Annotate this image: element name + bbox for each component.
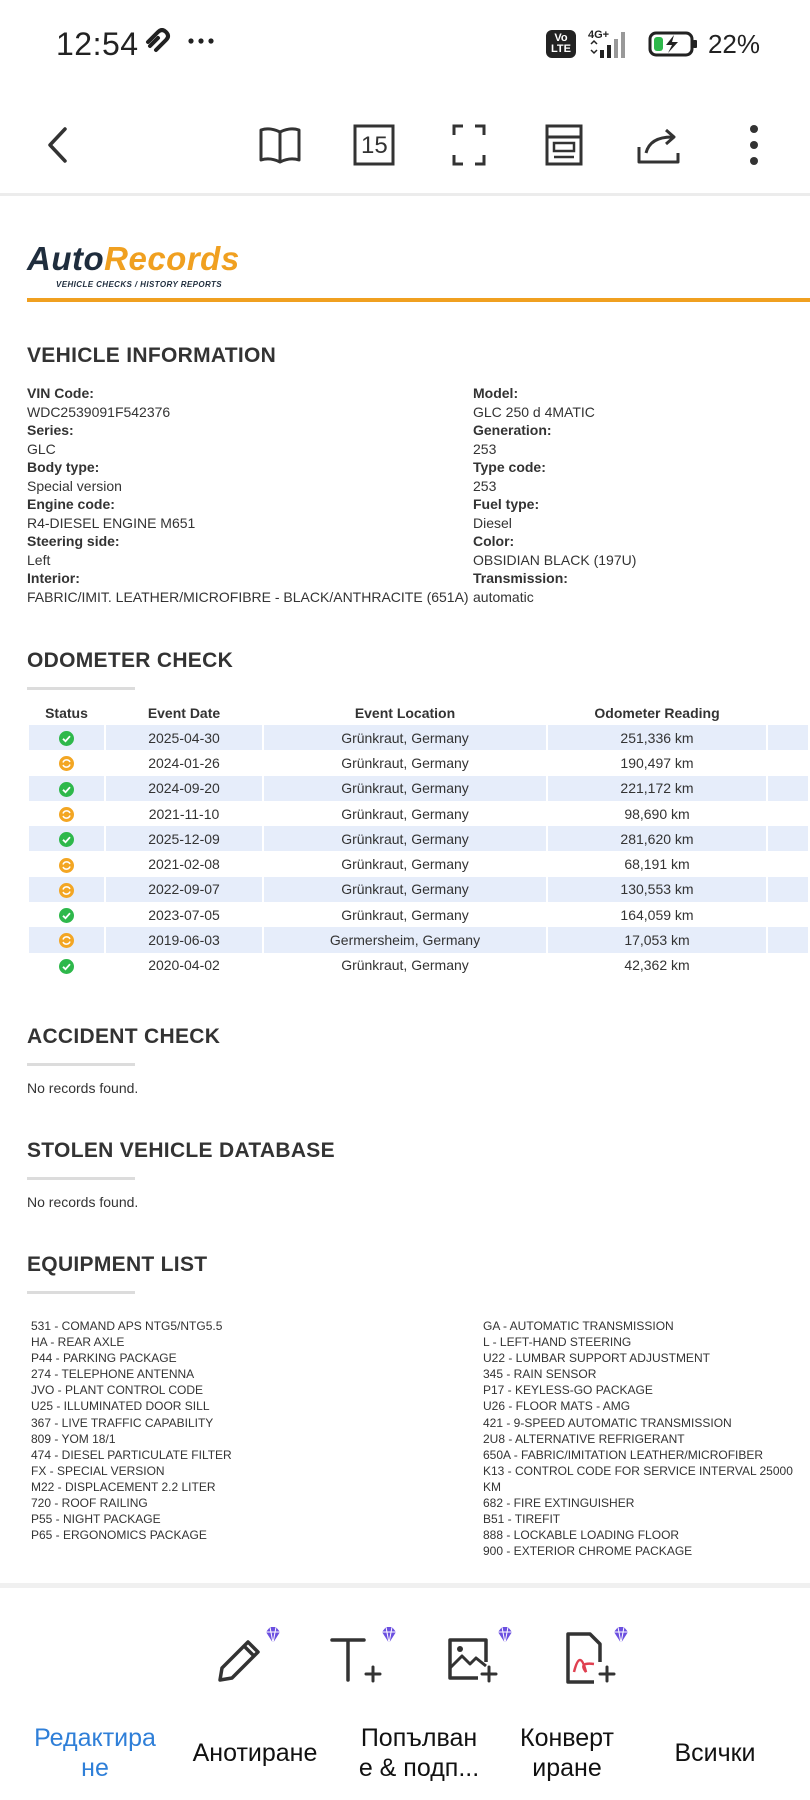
equipment-item: U26 - FLOOR MATS - AMG <box>483 1399 631 1414</box>
engine-code-label: Engine code: <box>27 496 115 512</box>
event-location-cell: Grünkraut, Germany <box>264 877 546 902</box>
status-cell <box>29 776 104 801</box>
event-location-cell: Grünkraut, Germany <box>341 805 469 822</box>
reading-mode-button[interactable] <box>255 120 305 170</box>
status-cell <box>29 851 104 876</box>
event-location-cell: Grünkraut, Germany <box>341 957 469 974</box>
notification-icons <box>144 28 214 54</box>
status-cell <box>29 750 104 775</box>
extra-cell <box>768 927 808 952</box>
check-circle-icon <box>59 832 74 847</box>
odometer-rows <box>29 725 808 978</box>
steering-side-label: Steering side: <box>27 533 120 549</box>
tab-all[interactable]: Всички <box>674 1739 756 1767</box>
premium-gem-icon <box>262 1624 284 1646</box>
stolen-result: No records found. <box>27 1194 139 1210</box>
model-value: GLC 250 d 4MATIC <box>473 403 595 420</box>
event-location-cell: Grünkraut, Germany <box>341 856 469 873</box>
event-date-cell: 2021-11-10 <box>148 805 220 822</box>
tab-convert-line2: иране <box>532 1754 602 1782</box>
premium-gem-icon <box>378 1624 400 1646</box>
event-location-cell: Germersheim, Germany <box>264 927 546 952</box>
status-cell <box>29 927 104 952</box>
image-tool-button[interactable] <box>444 1628 508 1688</box>
odometer-reading-cell: 130,553 km <box>548 877 766 902</box>
equipment-item: 720 - ROOF RAILING <box>31 1496 148 1511</box>
status-cell <box>29 725 104 750</box>
event-date-cell: 2024-01-26 <box>148 754 220 771</box>
extra-cell <box>768 953 808 978</box>
table-row <box>29 750 808 775</box>
color-label: Color: <box>473 533 515 549</box>
fullscreen-icon <box>451 123 487 167</box>
odometer-reading-cell: 281,620 km <box>548 826 766 851</box>
refresh-circle-icon <box>59 858 74 873</box>
event-date-cell: 2023-07-05 <box>148 906 220 923</box>
equipment-item: 474 - DIESEL PARTICULATE FILTER <box>31 1447 232 1462</box>
equipment-underline <box>27 1291 135 1294</box>
vehicle-info-right <box>473 384 636 606</box>
extra-cell <box>768 776 808 801</box>
vin-value: WDC2539091F542376 <box>27 403 171 420</box>
vehicle-info-left <box>27 384 469 606</box>
back-arrow-icon <box>45 126 69 164</box>
generation-label: Generation: <box>473 422 552 438</box>
tab-convert-line1: Конверт <box>520 1724 614 1752</box>
vin-label: VIN Code: <box>27 385 94 401</box>
table-row <box>29 927 808 952</box>
tab-convert[interactable] <box>492 1723 642 1783</box>
equipment-item: U25 - ILLUMINATED DOOR SILL <box>31 1399 210 1414</box>
layout-button[interactable] <box>539 120 589 170</box>
page-number-button[interactable] <box>349 120 399 170</box>
equipment-item: L - LEFT-HAND STEERING <box>483 1335 632 1350</box>
odometer-reading-cell: 42,362 km <box>624 957 690 974</box>
equipment-item: K13 - CONTROL CODE FOR SERVICE INTERVAL 25000 KM <box>483 1463 793 1494</box>
series-label: Series: <box>27 422 74 438</box>
reader-toolbar <box>0 90 810 196</box>
system-indicators <box>546 28 760 60</box>
more-vertical-icon <box>749 124 759 166</box>
equipment-list-right <box>483 1318 810 1559</box>
equipment-item: 367 - LIVE TRAFFIC CAPABILITY <box>31 1415 214 1430</box>
equipment-item: 274 - TELEPHONE ANTENNA <box>31 1367 195 1382</box>
signal-icon <box>586 28 638 60</box>
odometer-header-row <box>29 701 808 725</box>
body-type-value: Special version <box>27 477 122 494</box>
back-button[interactable] <box>32 120 82 170</box>
bottom-tools-bar <box>0 1588 810 1800</box>
interior-label: Interior: <box>27 570 80 586</box>
extra-cell <box>768 750 808 775</box>
svg-text:4G+: 4G+ <box>587 29 610 41</box>
logo-tagline: VEHICLE CHECKS / HISTORY REPORTS <box>56 280 223 289</box>
battery-percent: 22% <box>707 28 760 59</box>
edit-tool-button[interactable] <box>212 1628 276 1688</box>
tab-edit-line2: не <box>81 1754 109 1782</box>
tab-edit-line1: Редактира <box>34 1724 156 1752</box>
tab-fill-sign-line1: Попълван <box>360 1724 478 1752</box>
equipment-item: 650A - FABRIC/IMITATION LEATHER/MICROFIBER <box>483 1447 764 1462</box>
transmission-value: automatic <box>473 588 534 605</box>
equipment-item: P65 - ERGONOMICS PACKAGE <box>31 1528 207 1543</box>
type-code-label: Type code: <box>473 459 546 475</box>
equipment-item: JVO - PLANT CONTROL CODE <box>31 1383 204 1398</box>
accident-title: ACCIDENT CHECK <box>27 1025 221 1048</box>
extra-cell <box>768 902 808 927</box>
stolen-title: STOLEN VEHICLE DATABASE <box>27 1139 335 1162</box>
status-cell <box>29 877 104 902</box>
event-location-cell: Grünkraut, Germany <box>264 776 546 801</box>
event-date-cell: 2022-09-07 <box>106 877 262 902</box>
status-bar <box>0 0 810 90</box>
engine-code-value: R4-DIESEL ENGINE M651 <box>27 514 196 531</box>
autorecords-logo <box>27 240 240 289</box>
steering-side-value: Left <box>27 551 51 568</box>
odometer-reading-cell: 17,053 km <box>548 927 766 952</box>
stolen-underline <box>27 1177 135 1180</box>
table-row <box>29 953 808 978</box>
battery-icon <box>648 30 698 58</box>
fuel-type-label: Fuel type: <box>473 496 540 512</box>
event-location-cell: Grünkraut, Germany <box>341 906 469 923</box>
event-date-cell: 2020-04-02 <box>148 957 220 974</box>
equipment-item: HA - REAR AXLE <box>31 1335 125 1350</box>
equipment-item: 345 - RAIN SENSOR <box>483 1367 597 1382</box>
type-code-value: 253 <box>473 477 497 494</box>
check-circle-icon <box>59 959 74 974</box>
text-tool-button[interactable] <box>328 1628 392 1688</box>
odometer-underline <box>27 687 135 690</box>
table-row <box>29 801 808 826</box>
accident-underline <box>27 1063 135 1066</box>
status-header: Status <box>45 705 88 721</box>
body-type-label: Body type: <box>27 459 100 475</box>
odometer-reading-cell: 190,497 km <box>620 754 694 771</box>
event-date-cell: 2024-09-20 <box>106 776 262 801</box>
event-location-header: Event Location <box>354 705 456 721</box>
clock: 12:54 <box>56 26 139 62</box>
layout-icon <box>544 123 584 167</box>
table-row <box>29 826 808 851</box>
extra-header <box>768 701 808 725</box>
equipment-item: P55 - NIGHT PACKAGE <box>31 1512 161 1527</box>
event-date-cell: 2025-12-09 <box>106 826 262 851</box>
status-cell <box>29 801 104 826</box>
document-page[interactable] <box>0 196 810 1586</box>
convert-tool-button[interactable] <box>560 1628 624 1688</box>
extra-cell <box>768 851 808 876</box>
equipment-item: FX - SPECIAL VERSION <box>31 1463 165 1478</box>
equipment-item: 682 - FIRE EXTINGUISHER <box>483 1496 635 1511</box>
event-date-cell: 2019-06-03 <box>106 927 262 952</box>
color-value: OBSIDIAN BLACK (197U) <box>473 551 637 568</box>
share-button[interactable] <box>634 120 684 170</box>
table-row <box>29 725 808 750</box>
refresh-circle-icon <box>59 933 74 948</box>
generation-value: 253 <box>473 440 497 457</box>
status-cell <box>29 953 104 978</box>
event-location-cell: Grünkraut, Germany <box>341 754 469 771</box>
check-circle-icon <box>59 782 74 797</box>
equipment-item: U22 - LUMBAR SUPPORT ADJUSTMENT <box>483 1351 710 1366</box>
more-dots-icon <box>188 37 214 45</box>
volte-badge: Vo LTE <box>546 30 576 58</box>
check-circle-icon <box>59 731 74 746</box>
extra-cell <box>768 801 808 826</box>
odometer-table <box>27 701 810 978</box>
check-circle-icon <box>59 908 74 923</box>
fullscreen-button[interactable] <box>444 120 494 170</box>
equipment-item: 900 - EXTERIOR CHROME PACKAGE <box>483 1544 693 1559</box>
equipment-item: GA - AUTOMATIC TRANSMISSION <box>483 1319 674 1333</box>
odometer-reading-header: Odometer Reading <box>594 705 720 721</box>
tab-edit[interactable] <box>20 1723 170 1783</box>
table-row <box>29 851 808 876</box>
equipment-list-left <box>31 1318 232 1543</box>
series-value: GLC <box>27 440 56 457</box>
event-location-cell: Grünkraut, Germany <box>264 826 546 851</box>
fuel-type-value: Diesel <box>473 514 512 531</box>
vehicle-info-title: VEHICLE INFORMATION <box>27 344 277 367</box>
accident-result: No records found. <box>27 1080 139 1096</box>
table-row <box>29 877 808 902</box>
equipment-item: 531 - COMAND APS NTG5/NTG5.5 <box>31 1319 223 1333</box>
event-location-cell: Grünkraut, Germany <box>264 725 546 750</box>
equipment-item: M22 - DISPLACEMENT 2.2 LITER <box>31 1479 216 1494</box>
event-date-cell: 2021-02-08 <box>148 856 220 873</box>
refresh-circle-icon <box>59 756 74 771</box>
extra-cell <box>768 877 808 902</box>
equipment-item: B51 - TIREFIT <box>483 1512 561 1527</box>
equipment-item: 2U8 - ALTERNATIVE REFRIGERANT <box>483 1431 685 1446</box>
equipment-item: 888 - LOCKABLE LOADING FLOOR <box>483 1528 680 1543</box>
share-icon <box>636 125 682 165</box>
odometer-reading-cell: 221,172 km <box>548 776 766 801</box>
page-number: 15 <box>361 132 388 159</box>
extra-cell <box>768 725 808 750</box>
table-row <box>29 902 808 927</box>
premium-gem-icon <box>494 1624 516 1646</box>
model-label: Model: <box>473 385 519 401</box>
extra-cell <box>768 826 808 851</box>
refresh-circle-icon <box>59 883 74 898</box>
odometer-title: ODOMETER CHECK <box>27 649 234 672</box>
more-options-button[interactable] <box>729 120 779 170</box>
tab-fill-sign-line2: е & подп... <box>358 1754 480 1782</box>
event-date-header: Event Date <box>147 705 221 721</box>
event-date-cell: 2025-04-30 <box>106 725 262 750</box>
refresh-circle-icon <box>59 807 74 822</box>
status-cell <box>29 902 104 927</box>
premium-gem-icon <box>610 1624 632 1646</box>
odometer-reading-cell: 68,191 km <box>624 856 690 873</box>
tab-annotate[interactable]: Анотиране <box>192 1739 318 1767</box>
tab-fill-sign[interactable] <box>344 1723 494 1783</box>
book-icon <box>258 125 302 165</box>
equipment-item: P44 - PARKING PACKAGE <box>31 1351 177 1366</box>
header-divider <box>27 298 810 302</box>
equipment-title: EQUIPMENT LIST <box>27 1253 208 1276</box>
equipment-item: P17 - KEYLESS-GO PACKAGE <box>483 1383 653 1398</box>
equipment-item: 421 - 9-SPEED AUTOMATIC TRANSMISSION <box>483 1415 732 1430</box>
odometer-reading-cell: 251,336 km <box>548 725 766 750</box>
heart-monitor-icon <box>144 28 174 54</box>
equipment-item: 809 - YOM 18/1 <box>31 1431 116 1446</box>
odometer-reading-cell: 164,059 km <box>620 906 694 923</box>
table-row <box>29 776 808 801</box>
transmission-label: Transmission: <box>473 570 568 586</box>
interior-value: FABRIC/IMIT. LEATHER/MICROFIBRE - BLACK/ANTHRACITE (651A) <box>27 588 469 605</box>
odometer-reading-cell: 98,690 km <box>624 805 690 822</box>
logo-wordmark: AutoRecords <box>27 240 240 277</box>
status-cell <box>29 826 104 851</box>
